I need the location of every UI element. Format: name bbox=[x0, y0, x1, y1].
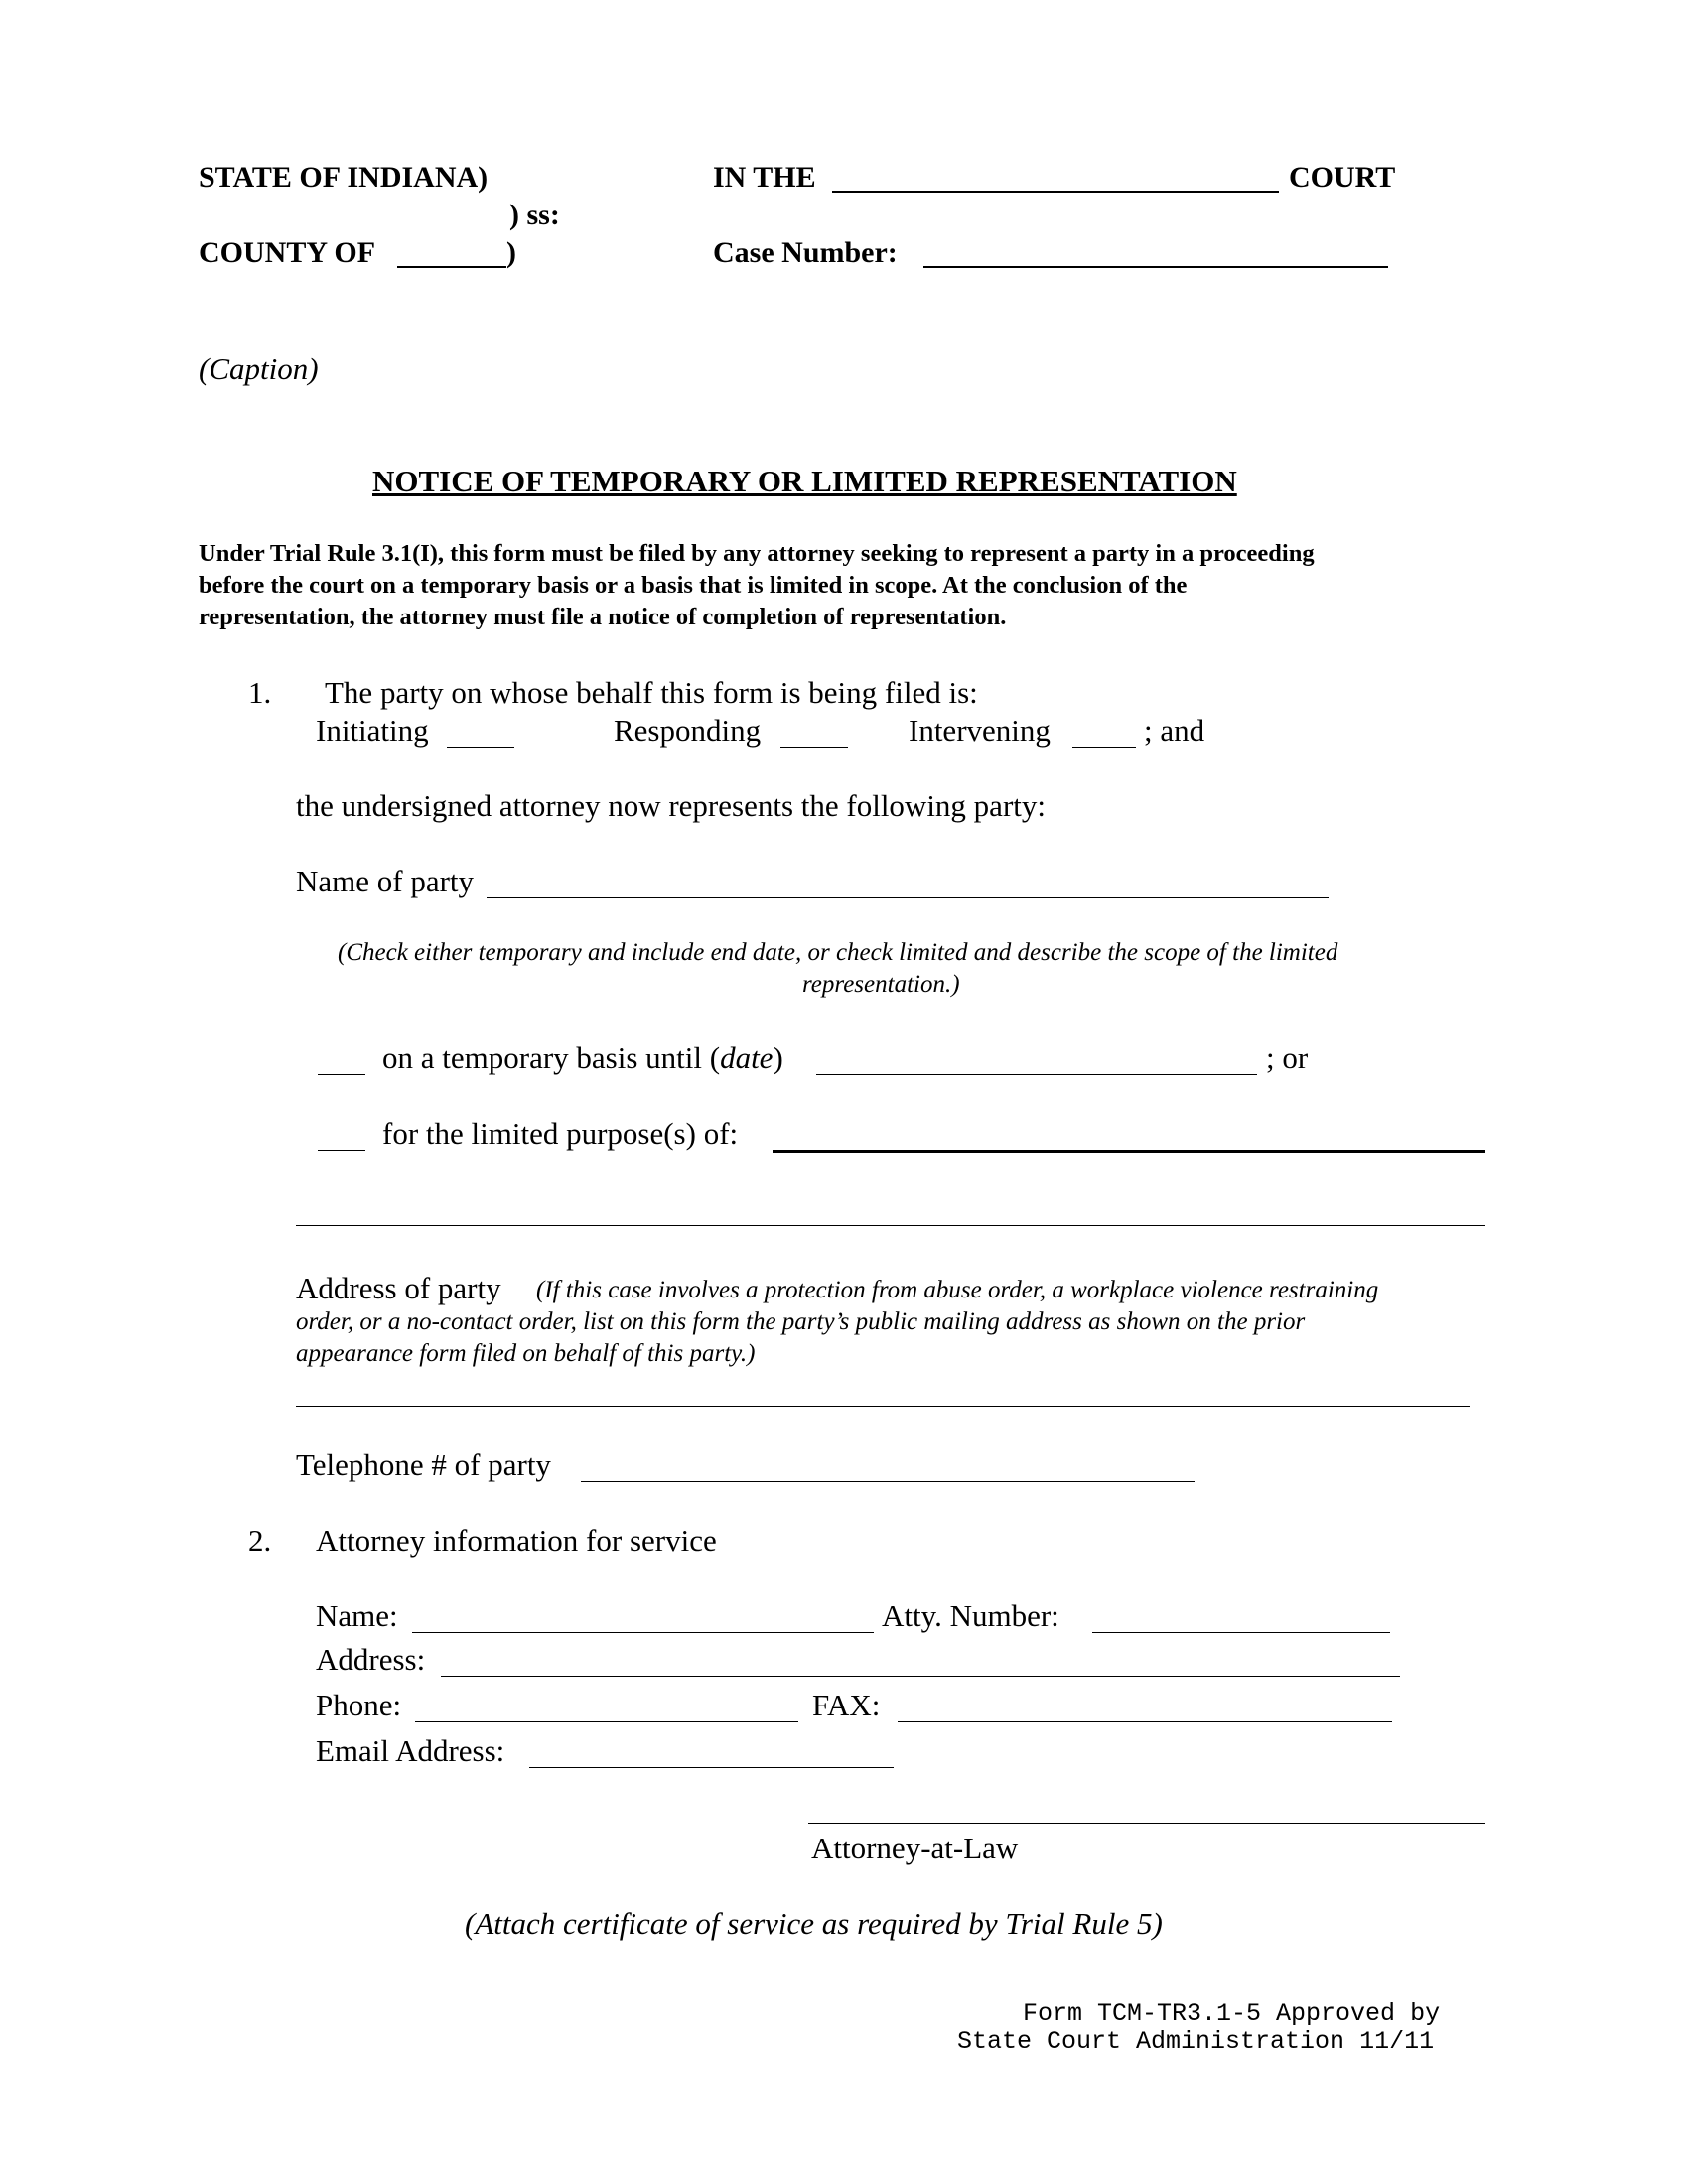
atty-number-label: Atty. Number: bbox=[882, 1598, 1059, 1633]
telephone-field[interactable] bbox=[581, 1481, 1195, 1482]
attorney-name-field[interactable] bbox=[412, 1632, 874, 1633]
limited-checkbox[interactable] bbox=[318, 1150, 365, 1151]
county-label: COUNTY OF bbox=[199, 236, 376, 269]
temporary-date-field[interactable] bbox=[816, 1074, 1257, 1075]
address-note-line-2: order, or a no-contact order, list on this form the party’s public mailing address as shown on the prior bbox=[296, 1308, 1306, 1335]
instructions-line-2: before the court on a temporary basis or a basis that is limited in scope. At the conclusion of the bbox=[199, 572, 1188, 599]
attorney-name-label: Name: bbox=[316, 1598, 398, 1633]
address-of-party-field[interactable] bbox=[296, 1406, 1470, 1407]
fax-field[interactable] bbox=[898, 1721, 1392, 1722]
name-of-party-label: Name of party bbox=[296, 864, 475, 898]
section-2-number: 2. bbox=[248, 1523, 272, 1558]
limited-purpose-field[interactable] bbox=[773, 1150, 1485, 1153]
state-label: STATE OF INDIANA) bbox=[199, 161, 489, 194]
responding-checkbox[interactable] bbox=[780, 747, 848, 748]
signature-label: Attorney-at-Law bbox=[811, 1831, 1019, 1865]
and-text: ; and bbox=[1144, 713, 1205, 748]
responding-label: Responding bbox=[614, 713, 762, 748]
court-name-field[interactable] bbox=[832, 191, 1279, 193]
check-note-line-1: (Check either temporary and include end date, or check limited and describe the scope of the limited bbox=[338, 939, 1338, 966]
email-field[interactable] bbox=[529, 1767, 894, 1768]
ss-label: ) ss: bbox=[509, 199, 560, 231]
represents-text: the undersigned attorney now represents the following party: bbox=[296, 788, 1046, 823]
atty-number-field[interactable] bbox=[1092, 1632, 1390, 1633]
instructions-line-3: representation, the attorney must file a notice of completion of representation. bbox=[199, 604, 1007, 630]
form-title: NOTICE OF TEMPORARY OR LIMITED REPRESENTATION bbox=[372, 464, 1237, 498]
case-number-label: Case Number: bbox=[713, 236, 898, 269]
initiating-label: Initiating bbox=[316, 713, 429, 748]
name-of-party-field[interactable] bbox=[487, 897, 1329, 898]
attorney-phone-field[interactable] bbox=[415, 1721, 798, 1722]
or-text: ; or bbox=[1266, 1040, 1309, 1075]
temporary-checkbox[interactable] bbox=[318, 1074, 365, 1075]
email-label: Email Address: bbox=[316, 1733, 505, 1768]
court-label: COURT bbox=[1289, 161, 1396, 194]
footer-approval: State Court Administration 11/11 bbox=[957, 2027, 1435, 2056]
section-1-number: 1. bbox=[248, 675, 272, 710]
section-1-intro: The party on whose behalf this form is being filed is: bbox=[325, 675, 978, 710]
attorney-address-field[interactable] bbox=[441, 1676, 1400, 1677]
limited-purpose-field-line-2[interactable] bbox=[296, 1225, 1485, 1226]
instructions-line-1: Under Trial Rule 3.1(I), this form must be filed by any attorney seeking to represent a party in a proceeding bbox=[199, 540, 1315, 567]
attorney-phone-label: Phone: bbox=[316, 1688, 402, 1722]
county-close-paren: ) bbox=[506, 236, 516, 269]
in-the-label: IN THE bbox=[713, 161, 816, 194]
temporary-label: on a temporary basis until (date) bbox=[382, 1040, 783, 1075]
address-note-line-3: appearance form filed on behalf of this party.) bbox=[296, 1340, 756, 1367]
initiating-checkbox[interactable] bbox=[447, 747, 514, 748]
county-field[interactable] bbox=[397, 266, 506, 268]
intervening-checkbox[interactable] bbox=[1072, 747, 1136, 748]
fax-label: FAX: bbox=[812, 1688, 881, 1722]
signature-line[interactable] bbox=[808, 1823, 1485, 1824]
address-of-party-label: Address of party bbox=[296, 1271, 501, 1305]
intervening-label: Intervening bbox=[909, 713, 1051, 748]
limited-label: for the limited purpose(s) of: bbox=[382, 1116, 739, 1151]
section-2-heading: Attorney information for service bbox=[316, 1523, 717, 1558]
attorney-address-label: Address: bbox=[316, 1642, 426, 1677]
address-note-line-1: (If this case involves a protection from abuse order, a workplace violence restraining bbox=[536, 1277, 1379, 1303]
telephone-label: Telephone # of party bbox=[296, 1447, 551, 1482]
check-note-line-2: representation.) bbox=[802, 971, 960, 998]
caption-text: (Caption) bbox=[199, 351, 319, 386]
case-number-field[interactable] bbox=[923, 266, 1388, 268]
attach-certificate-note: (Attach certificate of service as required by Trial Rule 5) bbox=[465, 1906, 1163, 1941]
footer-form-id: Form TCM-TR3.1-5 Approved by bbox=[1023, 1999, 1441, 2028]
